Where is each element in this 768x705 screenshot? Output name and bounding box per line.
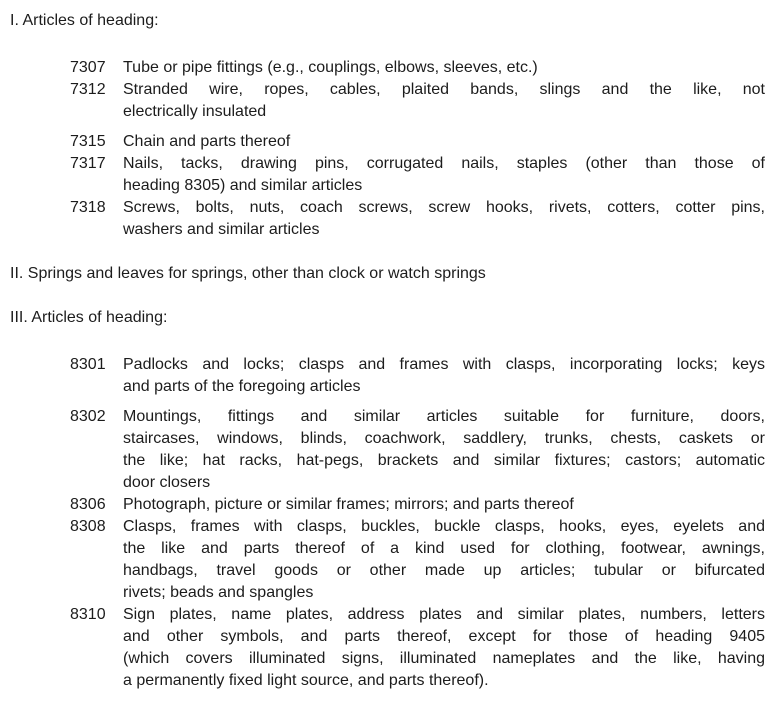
heading-code: 8302 bbox=[70, 408, 106, 425]
heading-code: 7307 bbox=[70, 59, 106, 76]
heading-item-7312 bbox=[70, 79, 765, 123]
description-line: the like; hat racks, hat-pegs, brackets and similar fixtures; castors; automatic bbox=[123, 452, 765, 469]
heading-code: 7318 bbox=[70, 199, 106, 216]
heading-code: 8310 bbox=[70, 606, 106, 623]
heading-item-8310 bbox=[70, 604, 765, 692]
heading-item-7315 bbox=[70, 131, 765, 153]
heading-description bbox=[123, 354, 765, 398]
description-line: Chain and parts thereof bbox=[123, 133, 291, 150]
heading-code: 8308 bbox=[70, 518, 106, 535]
heading-description bbox=[123, 153, 765, 197]
description-line: a permanently fixed light source, and parts thereof). bbox=[123, 672, 489, 689]
section bbox=[10, 307, 765, 692]
heading-description bbox=[123, 494, 765, 516]
description-line: electrically insulated bbox=[123, 103, 267, 120]
description-line: door closers bbox=[123, 474, 211, 491]
heading-description bbox=[123, 79, 765, 123]
heading-description bbox=[123, 131, 765, 153]
heading-item-7307 bbox=[70, 57, 765, 79]
heading-code: 8306 bbox=[70, 496, 106, 513]
heading-item-list bbox=[10, 57, 765, 241]
heading-code: 7315 bbox=[70, 133, 106, 150]
description-line: Nails, tacks, drawing pins, corrugated nails, staples (other than those of bbox=[123, 155, 765, 172]
description-line: and parts of the foregoing articles bbox=[123, 378, 361, 395]
description-line: Photograph, picture or similar frames; mirrors; and parts thereof bbox=[123, 496, 574, 513]
section bbox=[10, 10, 765, 241]
heading-description bbox=[123, 604, 765, 692]
heading-item-7317 bbox=[70, 153, 765, 197]
heading-description bbox=[123, 516, 765, 604]
description-line: Clasps, frames with clasps, buckles, buckle clasps, hooks, eyes, eyelets and bbox=[123, 518, 765, 535]
section-heading: II. Springs and leaves for springs, other than clock or watch springs bbox=[10, 265, 486, 282]
heading-item-8301 bbox=[70, 354, 765, 398]
heading-item-7318 bbox=[70, 197, 765, 241]
heading-code: 7317 bbox=[70, 155, 106, 172]
heading-code: 8301 bbox=[70, 356, 106, 373]
description-line: Sign plates, name plates, address plates and similar plates, numbers, letters bbox=[123, 606, 765, 623]
description-line: Screws, bolts, nuts, coach screws, screw hooks, rivets, cotters, cotter pins, bbox=[123, 199, 765, 216]
description-line: (which covers illuminated signs, illuminated nameplates and the like, having bbox=[123, 650, 765, 667]
section-heading: III. Articles of heading: bbox=[10, 309, 168, 326]
description-line: the like and parts thereof of a kind used for clothing, footwear, awnings, bbox=[123, 540, 765, 557]
heading-code: 7312 bbox=[70, 81, 106, 98]
heading-item-8308 bbox=[70, 516, 765, 604]
heading-description bbox=[123, 197, 765, 241]
description-line: and other symbols, and parts thereof, except for those of heading 9405 bbox=[123, 628, 765, 645]
heading-item-8306 bbox=[70, 494, 765, 516]
heading-item-8302 bbox=[70, 406, 765, 494]
description-line: Stranded wire, ropes, cables, plaited bands, slings and the like, not bbox=[123, 81, 765, 98]
description-line: heading 8305) and similar articles bbox=[123, 177, 363, 194]
description-line: handbags, travel goods or other made up articles; tubular or bifurcated bbox=[123, 562, 765, 579]
description-line: washers and similar articles bbox=[123, 221, 320, 238]
heading-description bbox=[123, 57, 765, 79]
description-line: Mountings, fittings and similar articles suitable for furniture, doors, bbox=[123, 408, 765, 425]
description-line: Padlocks and locks; clasps and frames with clasps, incorporating locks; keys bbox=[123, 356, 765, 373]
section bbox=[10, 263, 765, 285]
heading-description bbox=[123, 406, 765, 494]
heading-item-list bbox=[10, 354, 765, 692]
description-line: Tube or pipe fittings (e.g., couplings, elbows, sleeves, etc.) bbox=[123, 59, 538, 76]
description-line: rivets; beads and spangles bbox=[123, 584, 314, 601]
section-heading: I. Articles of heading: bbox=[10, 12, 159, 29]
description-line: staircases, windows, blinds, coachwork, saddlery, trunks, chests, caskets or bbox=[123, 430, 765, 447]
